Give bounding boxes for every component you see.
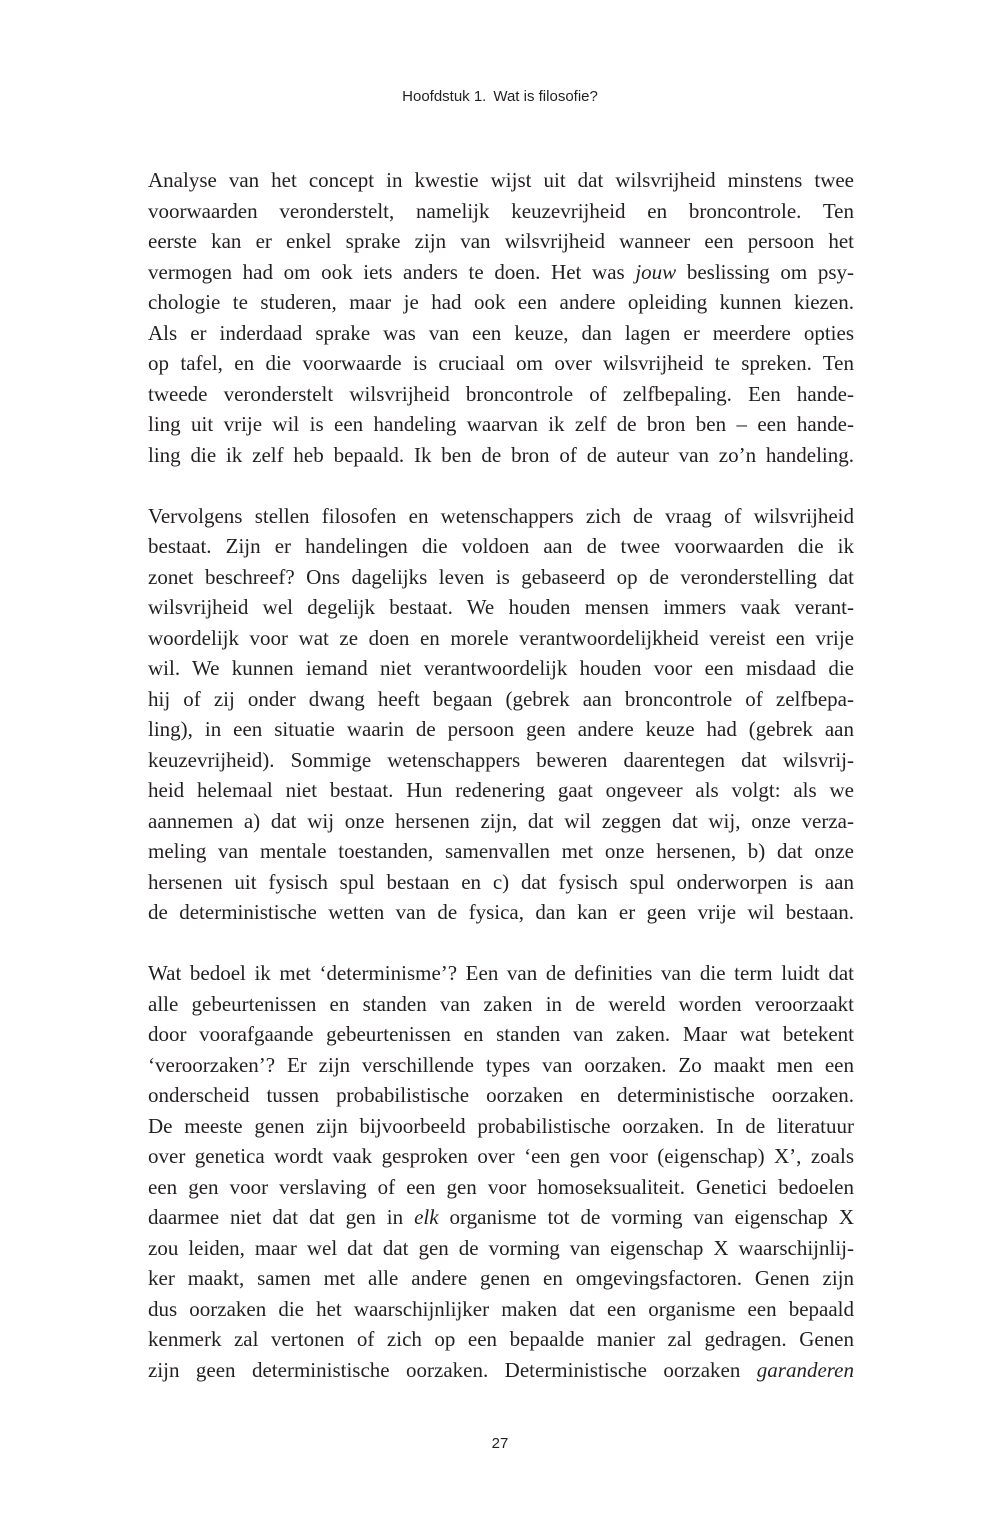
text-line: ling), in een situatie waarin de persoon geen andere keuze had (gebrek aan xyxy=(148,717,854,741)
body-text xyxy=(148,165,854,1416)
text-line: aannemen a) dat wij onze hersenen zijn, dat wil zeggen dat wij, onze verza- xyxy=(148,808,854,833)
text-line: Wat bedoel ik met ‘determinisme’? Een van de definities van die term luidt dat xyxy=(148,961,854,985)
italic-text: jouw xyxy=(635,259,677,284)
text-line: een gen voor verslaving of een gen voor homoseksualiteit. Genetici bedoelen xyxy=(148,1174,854,1199)
text-line xyxy=(148,1202,854,1233)
text-line: Analyse van het concept in kwestie wijst uit dat wilsvrijheid minstens twee xyxy=(148,168,854,192)
text-segment: vermogen had om ook iets anders te doen. Het was xyxy=(148,259,636,284)
text-segment: zijn geen deterministische oorzaken. Deterministische oorzaken xyxy=(148,1357,757,1382)
text-line: wilsvrijheid wel degelijk bestaat. We houden mensen immers vaak verant- xyxy=(148,595,854,619)
text-line: de deterministische wetten van de fysica, dan kan er geen vrije wil bestaan. xyxy=(148,900,854,924)
text-line: over genetica wordt vaak gesproken over ‘een gen voor (eigenschap) X’, zoals xyxy=(148,1144,854,1168)
text-segment: daarmee niet dat dat gen in xyxy=(148,1205,415,1229)
text-line: zou leiden, maar wel dat dat gen de vorming van eigenschap X waarschijnlij- xyxy=(148,1235,854,1260)
text-line xyxy=(148,1355,854,1386)
chapter-label: Hoofdstuk 1. xyxy=(402,88,487,105)
text-line: voorwaarden veronderstelt, namelijk keuzevrijheid en broncontrole. Ten xyxy=(148,198,854,223)
text-line: onderscheid tussen probabilistische oorzaken en deterministische oorzaken. xyxy=(148,1083,854,1107)
page-number: 27 xyxy=(491,1435,509,1452)
text-line: ‘veroorzaken’? Er zijn verschillende types van oorzaken. Zo maakt men een xyxy=(148,1052,854,1077)
text-line: hersenen uit fysisch spul bestaan en c) dat fysisch spul onderworpen is aan xyxy=(148,869,854,894)
text-line: Vervolgens stellen filosofen en wetenschappers zich de vraag of wilsvrijheid xyxy=(148,503,854,528)
text-line: chologie te studeren, maar je had ook een andere opleiding kunnen kiezen. xyxy=(148,290,854,314)
text-line: woordelijk voor wat ze doen en morele verantwoordelijkheid vereist een vrije xyxy=(148,625,854,650)
text-line: door voorafgaande gebeurtenissen en standen van zaken. Maar wat betekent xyxy=(148,1022,854,1046)
text-line: bestaat. Zijn er handelingen die voldoen aan de twee voorwaarden die ik xyxy=(148,534,854,558)
text-line: ker maakt, samen met alle andere genen en omgevingsfactoren. Genen zijn xyxy=(148,1266,854,1290)
text-line: De meeste genen zijn bijvoorbeeld probabilistische oorzaken. In de literatuur xyxy=(148,1113,854,1138)
text-segment: beslissing om psy- xyxy=(676,259,854,284)
text-line: op tafel, en die voorwaarde is cruciaal om over wilsvrijheid te spreken. Ten xyxy=(148,351,854,375)
text-line: keuzevrijheid). Sommige wetenschappers beweren daarentegen dat wilsvrij- xyxy=(148,747,854,772)
paragraph xyxy=(148,958,854,1385)
paragraph xyxy=(148,165,854,470)
text-line: tweede veronderstelt wilsvrijheid broncontrole of zelfbepaling. Een hande- xyxy=(148,381,854,406)
text-segment: organisme tot de vorming van eigenschap X xyxy=(438,1205,854,1229)
text-line: alle gebeurtenissen en standen van zaken in de wereld worden veroorzaakt xyxy=(148,991,854,1016)
italic-text: garanderen xyxy=(756,1357,854,1382)
text-line: hij of zij onder dwang heeft begaan (gebrek aan broncontrole of zelfbepa- xyxy=(148,686,854,711)
text-line: eerste kan er enkel sprake zijn van wilsvrijheid wanneer een persoon het xyxy=(148,229,854,253)
text-line: zonet beschreef? Ons dagelijks leven is gebaseerd op de veronderstelling dat xyxy=(148,564,854,589)
text-line: heid helemaal niet bestaat. Hun redenering gaat ongeveer als volgt: als we xyxy=(148,778,854,802)
text-line: Als er inderdaad sprake was van een keuze, dan lagen er meerdere opties xyxy=(148,320,854,345)
italic-text: elk xyxy=(414,1205,439,1229)
text-line: ling uit vrije wil is een handeling waarvan ik zelf de bron ben – een hande- xyxy=(148,412,854,436)
text-line xyxy=(148,257,854,288)
text-line: wil. We kunnen iemand niet verantwoordelijk houden voor een misdaad die xyxy=(148,656,854,680)
chapter-title: Wat is filosofie? xyxy=(493,88,598,105)
paragraph xyxy=(148,501,854,928)
text-line: dus oorzaken die het waarschijnlijker maken dat een organisme een bepaald xyxy=(148,1296,854,1321)
text-line: ling die ik zelf heb bepaald. Ik ben de bron of de auteur van zo’n handeling. xyxy=(148,442,854,467)
text-line: kenmerk zal vertonen of zich op een bepaalde manier zal gedragen. Genen xyxy=(148,1327,854,1351)
running-header xyxy=(0,86,1000,108)
text-line: meling van mentale toestanden, samenvallen met onze hersenen, b) dat onze xyxy=(148,839,854,863)
